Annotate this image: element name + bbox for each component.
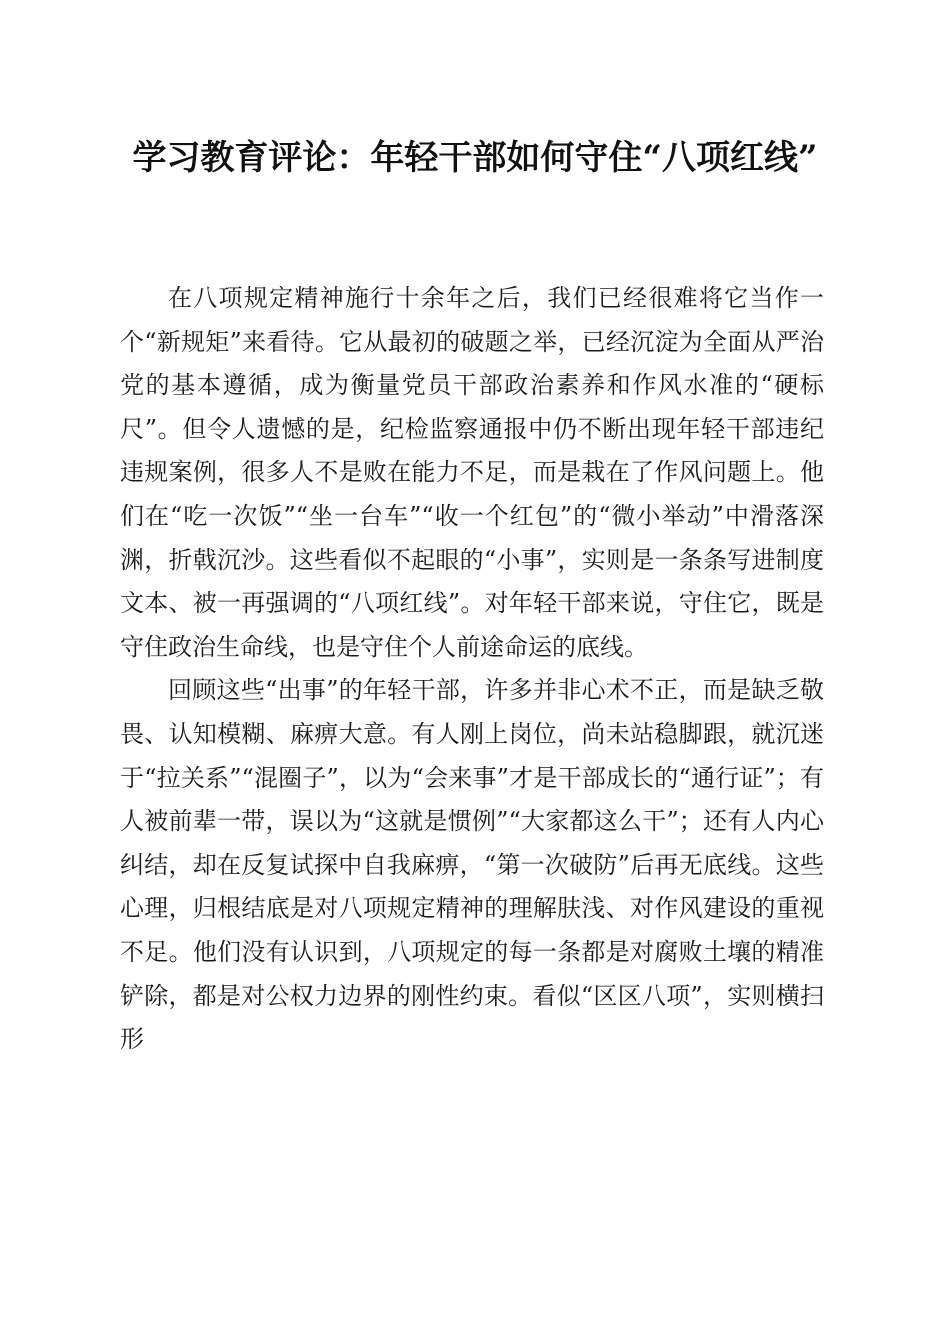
- document-body: [120, 277, 824, 1062]
- paragraph: 回顾这些“出事”的年轻干部，许多并非心术不正，而是缺乏敬畏、认知模糊、麻痹大意。有人刚上岗位，尚未站稳脚跟，就沉迷于“拉关系”“混圈子”，以为“会来事”才是干部成长的“通行证”；有人被前辈一带，误以为“这就是惯例”“大家都这么干”；还有人内心纠结，却在反复试探中自我麻痹，“第一次破防”后再无底线。这些心理，归根结底是对八项规定精神的理解肤浅、对作风建设的重视不足。他们没有认识到，八项规定的每一条都是对腐败土壤的精准铲除，都是对公权力边界的刚性约束。看似“区区八项”，实则横扫形: [120, 676, 824, 1054]
- paragraph: 在八项规定精神施行十余年之后，我们已经很难将它当作一个“新规矩”来看待。它从最初的破题之举，已经沉淀为全面从严治党的基本遵循，成为衡量党员干部政治素养和作风水准的“硬标尺”。但令人遗憾的是，纪检监察通报中仍不断出现年轻干部违纪违规案例，很多人不是败在能力不足，而是栽在了作风问题上。他们在“吃一次饭”“坐一台车”“收一个红包”的“微小举动”中滑落深渊，折戟沉沙。这些看似不起眼的“小事”，实则是一条条写进制度文本、被一再强调的“八项红线”。对年轻干部来说，守住它，既是守住政治生命线，也是守住个人前途命运的底线。: [120, 284, 824, 661]
- document-title: 学习教育评论：年轻干部如何守住“八项红线”: [132, 138, 818, 178]
